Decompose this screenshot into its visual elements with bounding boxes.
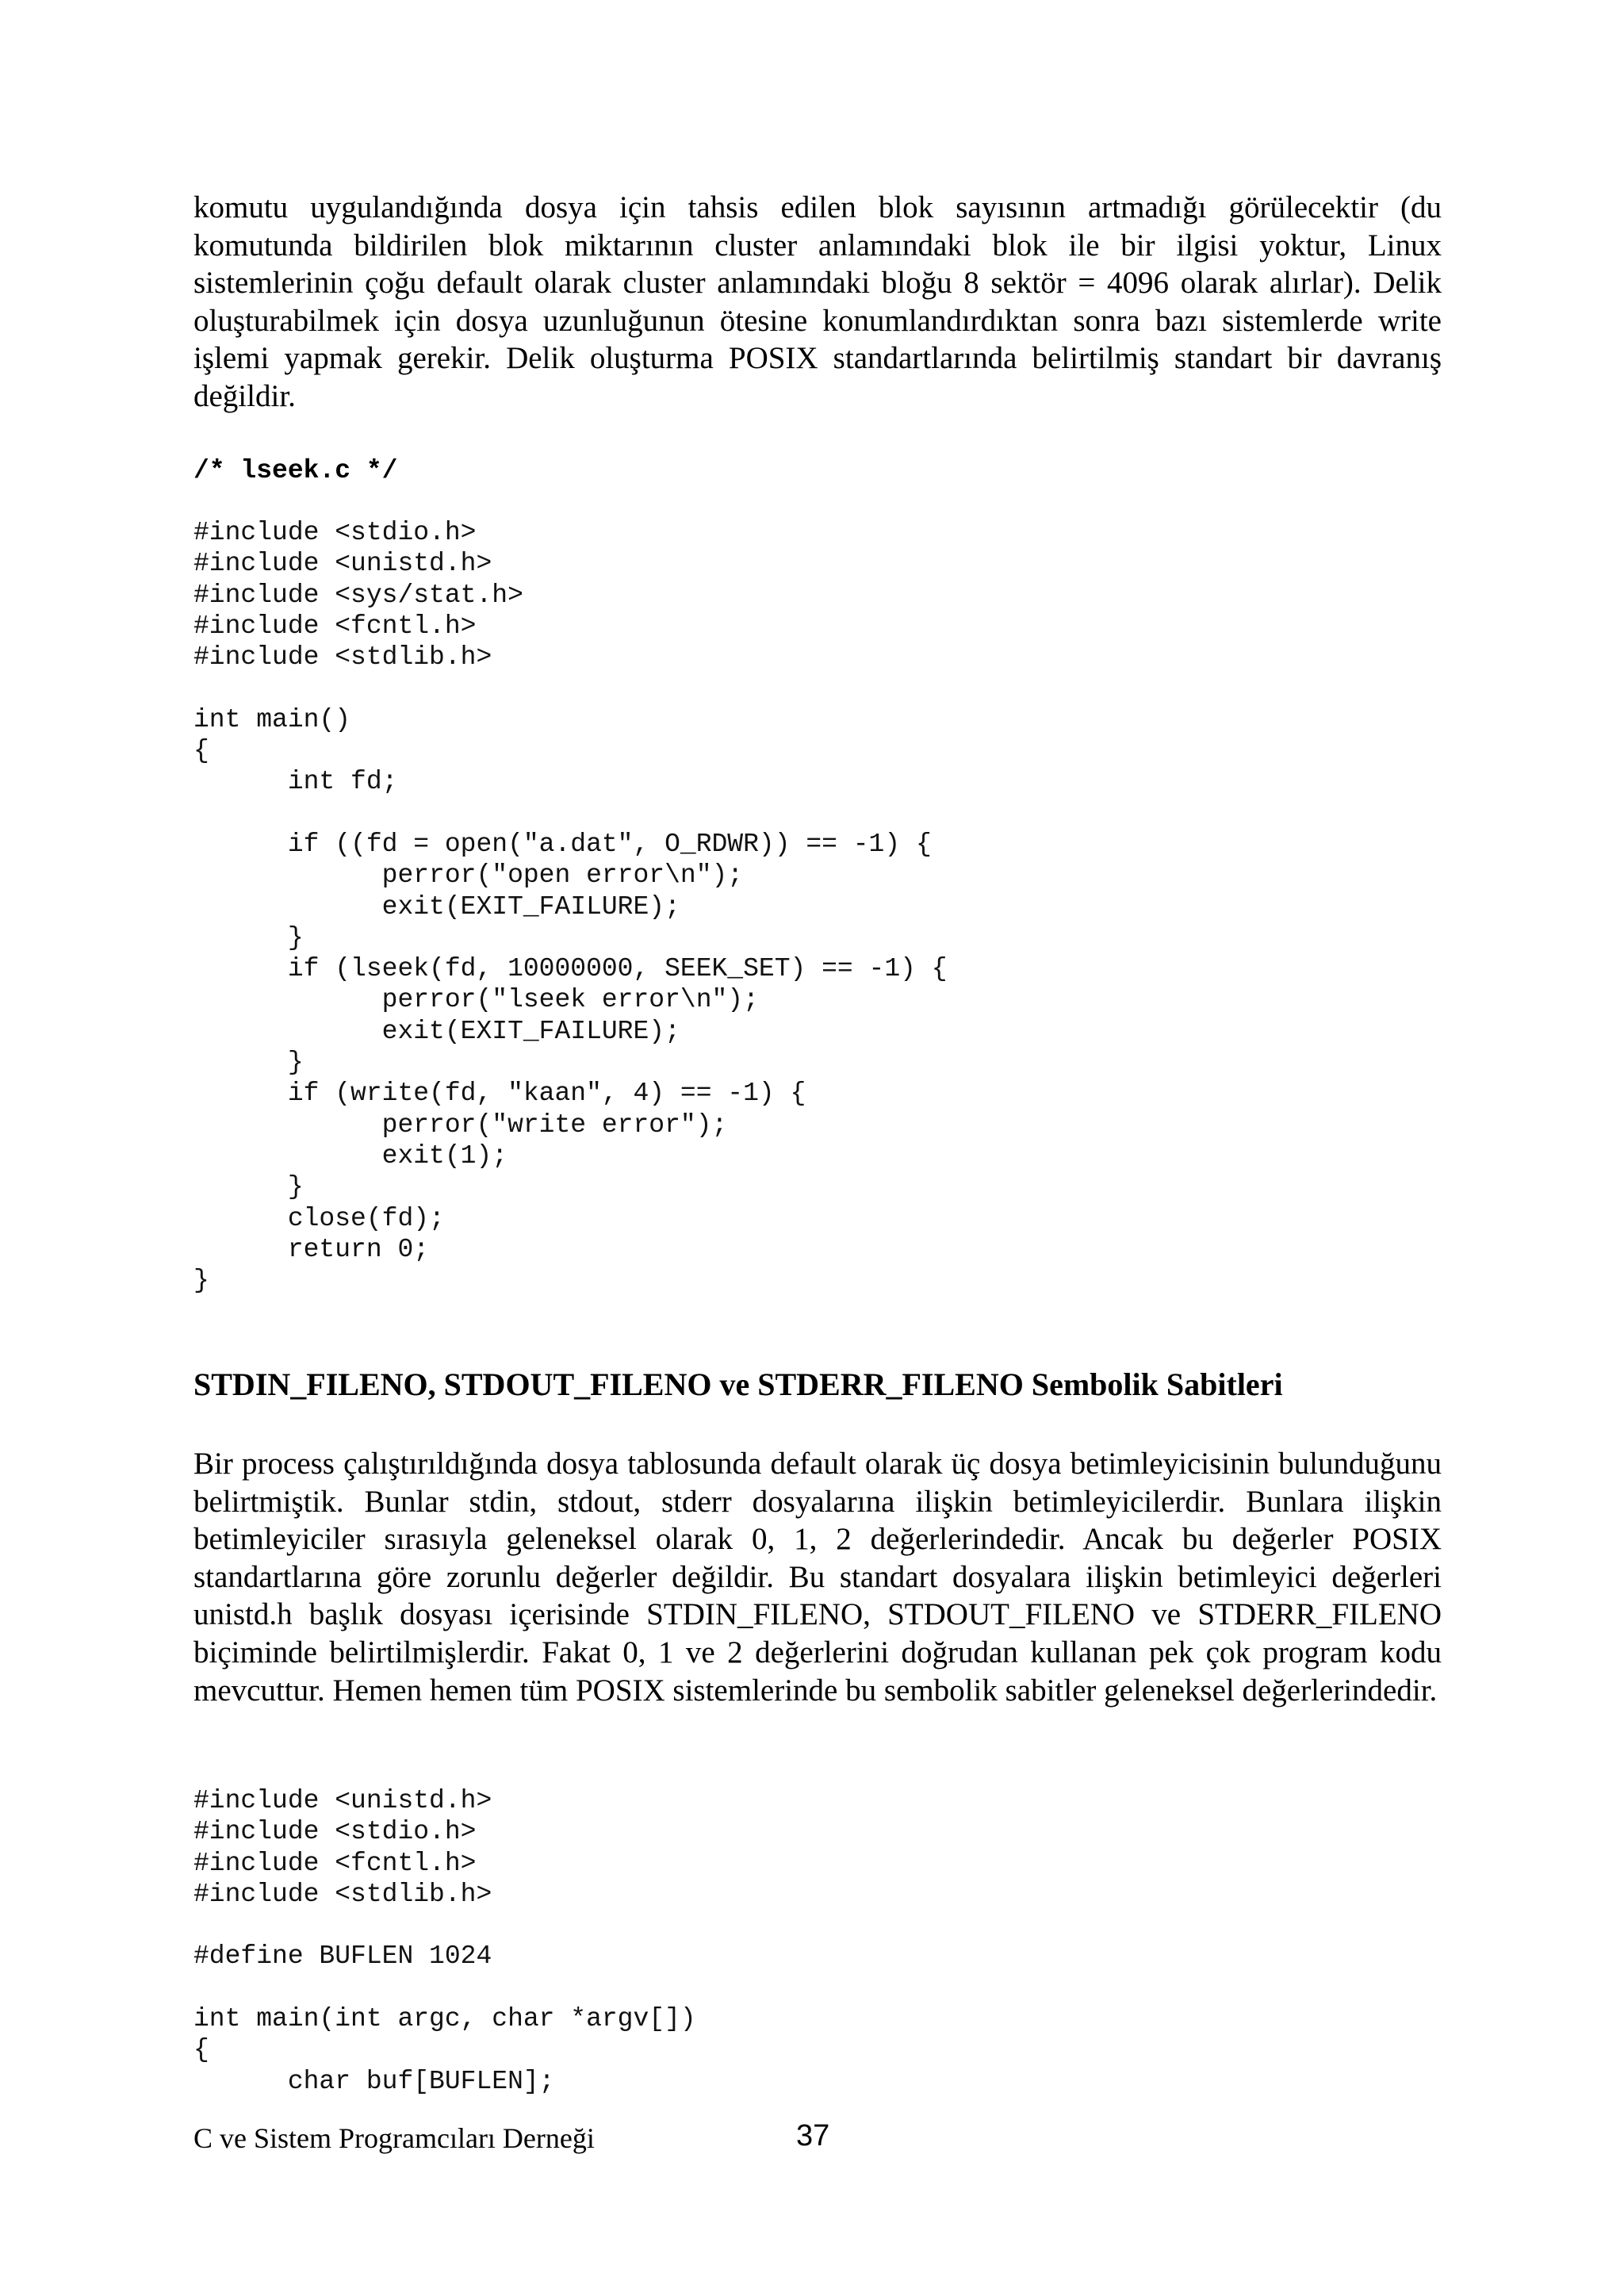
footer-organization: C ve Sistem Programcıları Derneği	[193, 2122, 595, 2154]
section-heading: STDIN_FILENO, STDOUT_FILENO ve STDERR_FILENO Sembolik Sabitleri	[193, 1366, 1283, 1402]
code-listing-stdin-example: #include <unistd.h> #include <stdio.h> #include <fcntl.h> #include <stdlib.h> #define BUFLEN 1024 int main(int argc, char *argv[]) { char buf[BUFLEN];	[193, 1786, 696, 2096]
page-number: 37	[796, 2119, 830, 2152]
code-listing-title: /* lseek.c */	[193, 456, 398, 485]
section-paragraph: Bir process çalıştırıldığında dosya tablosunda default olarak üç dosya betimleyicisinin bulunduğunu belirtmiştik. Bunlar stdin, stdout, stderr dosyalarına ilişkin betimleyicilerdir. Bunlara ilişkin betimleyiciler sırasıyla geleneksel olarak 0, 1, 2 değerlerindedir. Ancak bu değerler POSIX standartlarına göre zorunlu değerler değildir. Bu standart dosyalara ilişkin betimleyici değerleri unistd.h başlık dosyası içerisinde STDIN_FILENO, STDOUT_FILENO ve STDERR_FILENO biçiminde belirtilmişlerdir. Fakat 0, 1 ve 2 değerlerini doğrudan kullanan pek çok program kodu mevcuttur. Hemen hemen tüm POSIX sistemlerinde bu sembolik sabitler geleneksel değerlerindedir.	[193, 1447, 1442, 1708]
intro-paragraph: komutu uygulandığında dosya için tahsis edilen blok sayısının artmadığı görülecektir (du komutunda bildirilen blok miktarının cluster anlamındaki blok ile bir ilgisi yoktur, Linux sistemlerinin çoğu default olarak cluster anlamındaki bloğu 8 sektör = 4096 olarak alırlar). Delik oluşturabilmek için dosya uzunluğunun ötesine konumlandırdıktan sonra bazı sistemlerde write işlemi yapmak gerekir. Delik oluşturma POSIX standartlarında belirtilmiş standart bir davranış değildir.	[193, 190, 1442, 413]
code-listing-lseek: #include <stdio.h> #include <unistd.h> #include <sys/stat.h> #include <fcntl.h> #include <stdlib.h> int main() { int fd; if ((fd = open("a.dat", O_RDWR)) == -1) { perror("open error\n"); exit(EXIT_FAILURE); } if (lseek(fd, 10000000, SEEK_SET) == -1) { perror("lseek error\n"); exit(EXIT_FAILURE); } if (write(fd, "kaan", 4) == -1) { perror("write error"); exit(1); } close(fd); return 0; }	[193, 518, 948, 1296]
